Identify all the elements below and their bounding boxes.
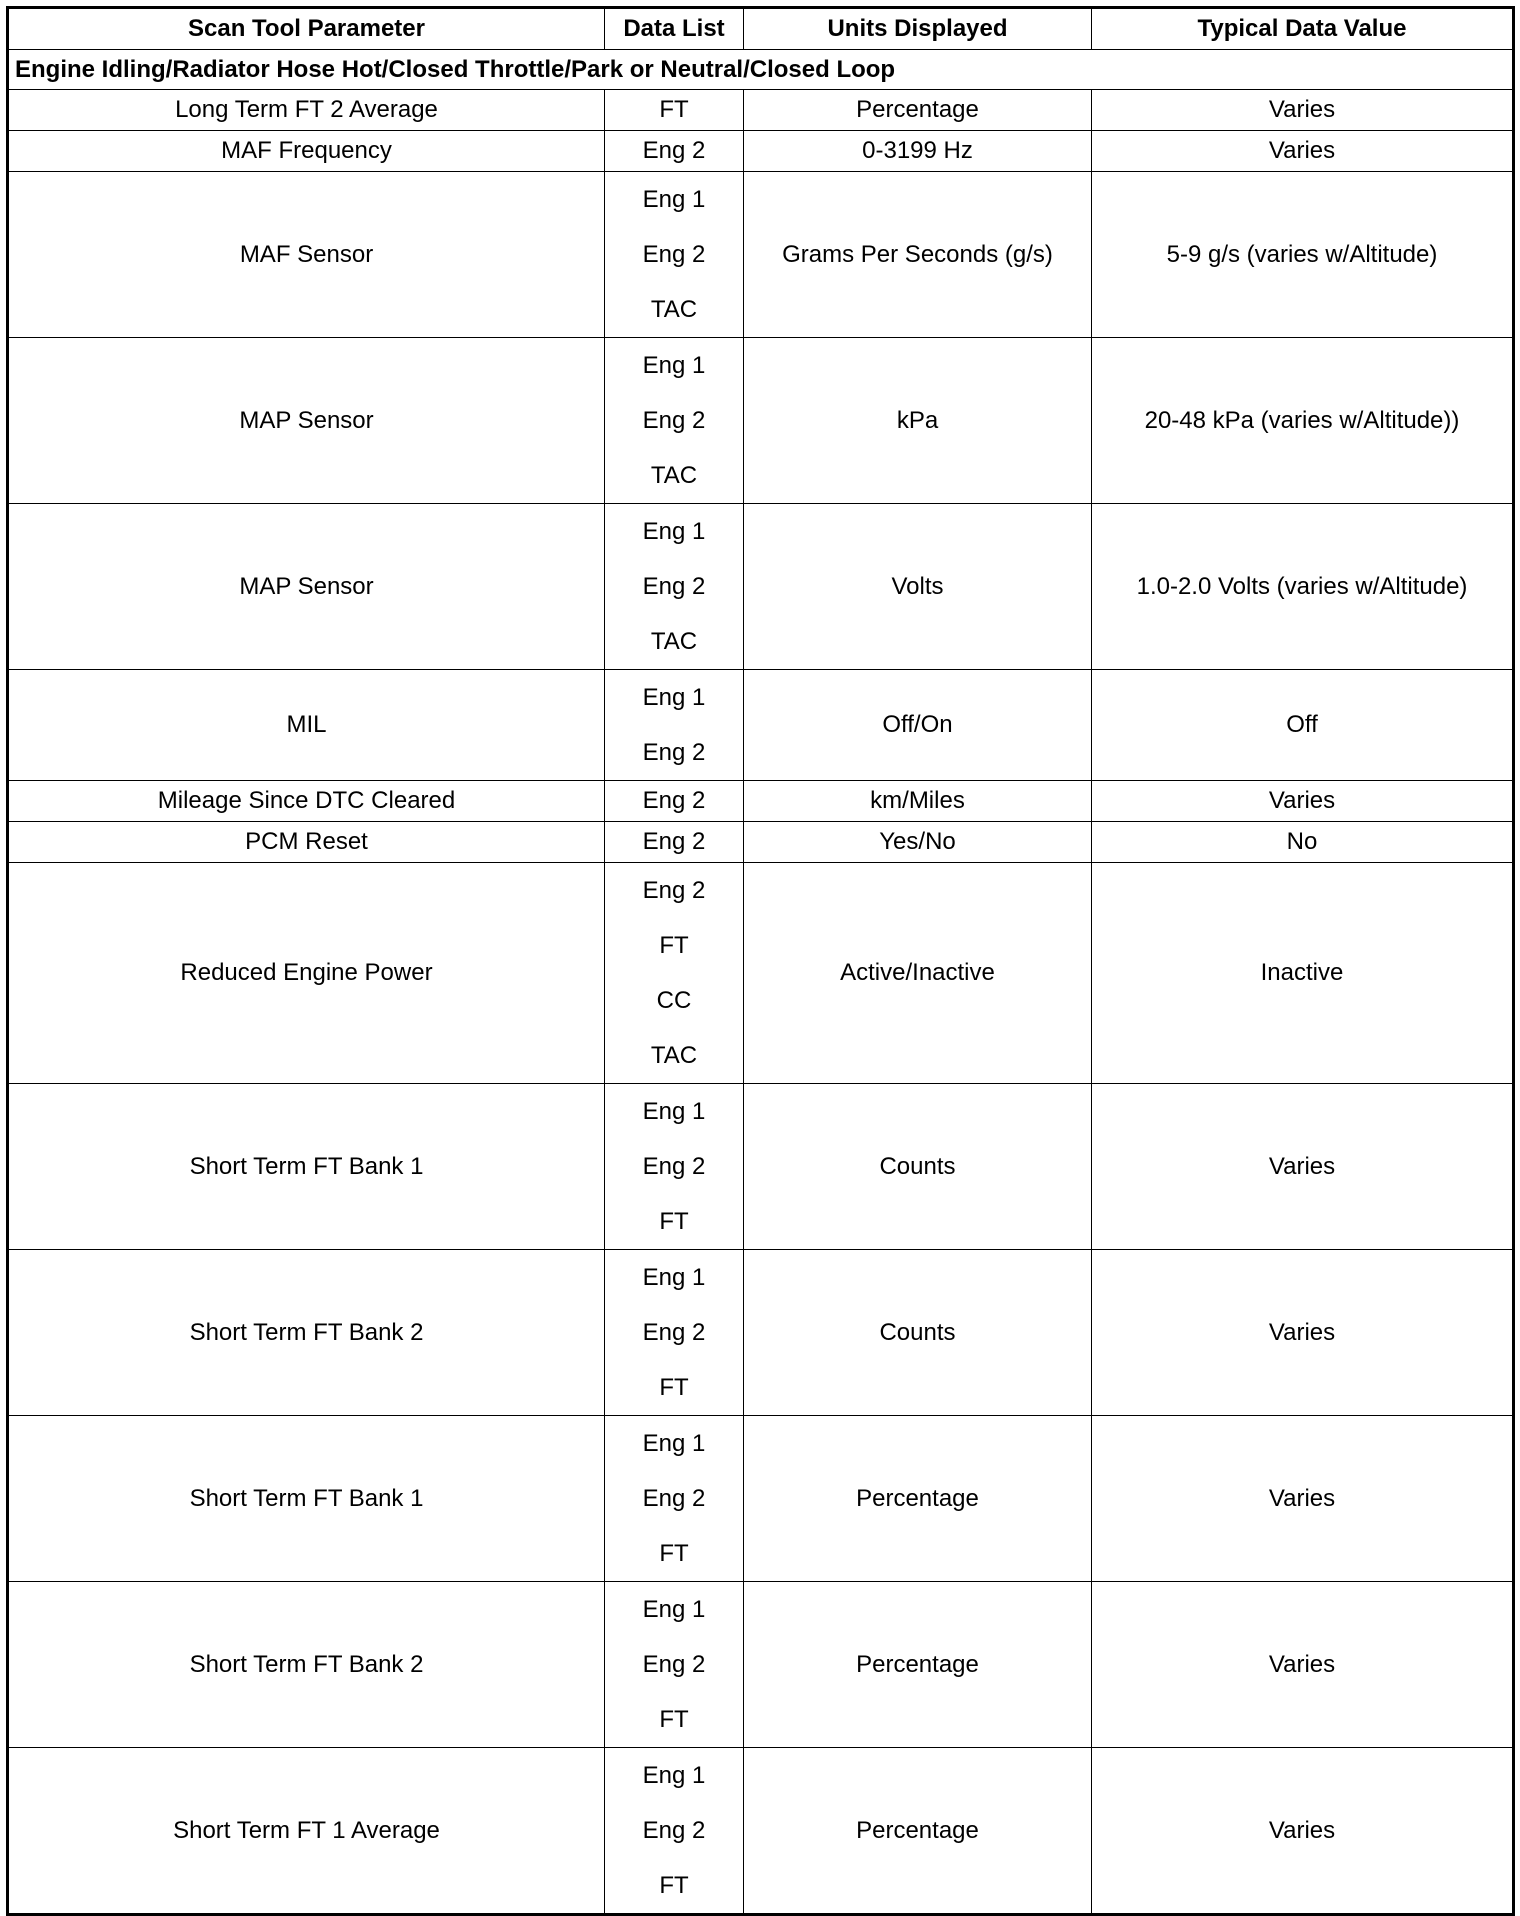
data-list-item: FT	[659, 1208, 689, 1235]
table-row	[8, 670, 1514, 781]
data-list-item: FT	[659, 96, 689, 123]
table-row	[8, 1748, 1514, 1915]
data-list-cell	[605, 1748, 744, 1915]
typical-value-cell: Varies	[1092, 1416, 1514, 1582]
data-list-item: Eng 1	[642, 186, 706, 213]
data-list-item: FT	[659, 1706, 689, 1733]
table-row	[8, 338, 1514, 504]
units-cell: Yes/No	[744, 822, 1092, 863]
data-list-item: Eng 2	[642, 1817, 706, 1844]
table-row	[8, 781, 1514, 822]
data-list-item: Eng 1	[642, 1596, 706, 1623]
typical-value-cell: 5-9 g/s (varies w/Altitude)	[1092, 172, 1514, 338]
units-cell: kPa	[744, 338, 1092, 504]
typical-value-cell: 1.0-2.0 Volts (varies w/Altitude)	[1092, 504, 1514, 670]
units-cell: Percentage	[744, 1416, 1092, 1582]
section-row	[8, 50, 1514, 90]
header-scan-tool-parameter: Scan Tool Parameter	[8, 8, 605, 50]
parameter-cell: MIL	[8, 670, 605, 781]
typical-value-cell: 20-48 kPa (varies w/Altitude))	[1092, 338, 1514, 504]
parameter-cell: MAP Sensor	[8, 338, 605, 504]
data-list-item: Eng 2	[642, 137, 706, 164]
typical-value-cell: Varies	[1092, 1084, 1514, 1250]
units-cell: km/Miles	[744, 781, 1092, 822]
data-list-cell	[605, 1582, 744, 1748]
typical-value-cell: Inactive	[1092, 863, 1514, 1084]
header-data-list: Data List	[605, 8, 744, 50]
data-list-item: TAC	[650, 1042, 698, 1069]
parameter-cell: Mileage Since DTC Cleared	[8, 781, 605, 822]
typical-value-cell: Varies	[1092, 1250, 1514, 1416]
data-list-item: Eng 2	[642, 1651, 706, 1678]
parameter-cell: Short Term FT Bank 2	[8, 1582, 605, 1748]
parameter-cell: MAF Frequency	[8, 131, 605, 172]
data-list-item: Eng 2	[642, 877, 706, 904]
data-list-item: Eng 1	[642, 518, 706, 545]
units-cell: Counts	[744, 1084, 1092, 1250]
parameter-cell: Short Term FT Bank 1	[8, 1084, 605, 1250]
table-row	[8, 90, 1514, 131]
table-row	[8, 172, 1514, 338]
scan-tool-data-table	[6, 6, 1515, 1916]
data-list-item: Eng 1	[642, 1098, 706, 1125]
data-list-item: TAC	[650, 296, 698, 323]
data-list-cell	[605, 822, 744, 863]
data-list-cell	[605, 172, 744, 338]
data-list-item: FT	[659, 1872, 689, 1899]
data-list-cell	[605, 338, 744, 504]
units-cell: Percentage	[744, 1748, 1092, 1915]
units-cell: Percentage	[744, 90, 1092, 131]
header-typical-data-value: Typical Data Value	[1092, 8, 1514, 50]
header-row	[8, 8, 1514, 50]
data-list-item: Eng 2	[642, 1319, 706, 1346]
data-list-item: FT	[659, 1540, 689, 1567]
units-cell: Grams Per Seconds (g/s)	[744, 172, 1092, 338]
header-units-displayed: Units Displayed	[744, 8, 1092, 50]
units-cell: Active/Inactive	[744, 863, 1092, 1084]
units-cell: 0-3199 Hz	[744, 131, 1092, 172]
data-list-item: Eng 1	[642, 1430, 706, 1457]
parameter-cell: MAP Sensor	[8, 504, 605, 670]
table-row	[8, 1250, 1514, 1416]
parameter-cell: MAF Sensor	[8, 172, 605, 338]
data-list-item: CC	[656, 987, 692, 1014]
data-list-item: Eng 1	[642, 352, 706, 379]
table-row	[8, 1416, 1514, 1582]
data-list-cell	[605, 781, 744, 822]
typical-value-cell: No	[1092, 822, 1514, 863]
data-list-item: Eng 1	[642, 684, 706, 711]
parameter-cell: Short Term FT Bank 2	[8, 1250, 605, 1416]
data-list-item: Eng 1	[642, 1762, 706, 1789]
parameter-cell: Long Term FT 2 Average	[8, 90, 605, 131]
table-row	[8, 822, 1514, 863]
typical-value-cell: Varies	[1092, 90, 1514, 131]
data-list-cell	[605, 1084, 744, 1250]
data-list-item: FT	[659, 1374, 689, 1401]
units-cell: Volts	[744, 504, 1092, 670]
data-list-item: FT	[659, 932, 689, 959]
data-list-cell	[605, 504, 744, 670]
parameter-cell: PCM Reset	[8, 822, 605, 863]
typical-value-cell: Varies	[1092, 1582, 1514, 1748]
data-list-item: Eng 2	[642, 739, 706, 766]
data-list-item: TAC	[650, 628, 698, 655]
data-list-item: Eng 2	[642, 241, 706, 268]
table-row	[8, 504, 1514, 670]
units-cell: Off/On	[744, 670, 1092, 781]
parameter-cell: Reduced Engine Power	[8, 863, 605, 1084]
typical-value-cell: Varies	[1092, 1748, 1514, 1915]
data-list-item: Eng 2	[642, 828, 706, 855]
data-list-item: Eng 2	[642, 787, 706, 814]
parameter-cell: Short Term FT Bank 1	[8, 1416, 605, 1582]
typical-value-cell: Varies	[1092, 781, 1514, 822]
data-list-item: Eng 2	[642, 1153, 706, 1180]
data-list-cell	[605, 1416, 744, 1582]
data-list-item: Eng 2	[642, 407, 706, 434]
table-row	[8, 1582, 1514, 1748]
data-list-item: Eng 2	[642, 1485, 706, 1512]
units-cell: Counts	[744, 1250, 1092, 1416]
data-list-item: TAC	[650, 462, 698, 489]
data-list-item: Eng 1	[642, 1264, 706, 1291]
typical-value-cell: Off	[1092, 670, 1514, 781]
typical-value-cell: Varies	[1092, 131, 1514, 172]
parameter-cell: Short Term FT 1 Average	[8, 1748, 605, 1915]
units-cell: Percentage	[744, 1582, 1092, 1748]
data-list-cell	[605, 670, 744, 781]
data-list-cell	[605, 131, 744, 172]
data-list-cell	[605, 1250, 744, 1416]
data-list-cell	[605, 863, 744, 1084]
data-list-item: Eng 2	[642, 573, 706, 600]
data-list-cell	[605, 90, 744, 131]
table-row	[8, 1084, 1514, 1250]
table-row	[8, 863, 1514, 1084]
table-row	[8, 131, 1514, 172]
section-title: Engine Idling/Radiator Hose Hot/Closed Throttle/Park or Neutral/Closed Loop	[8, 50, 1514, 90]
